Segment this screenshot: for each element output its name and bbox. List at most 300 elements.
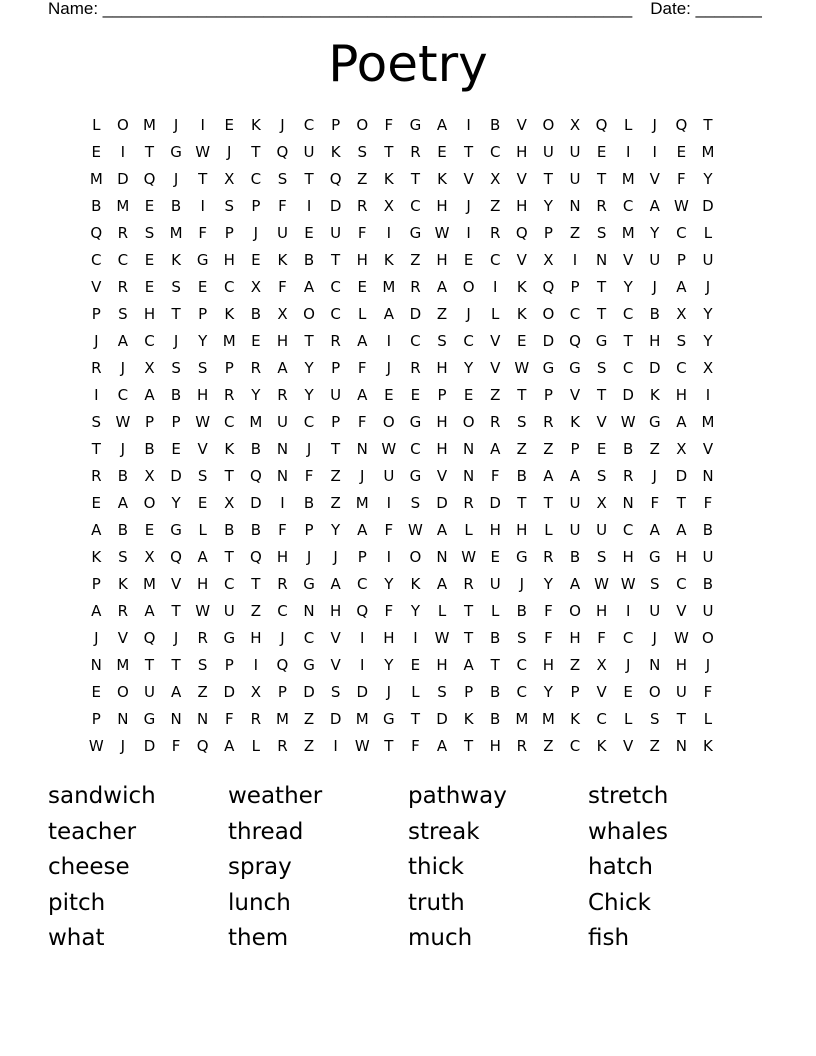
grid-letter[interactable]: C [410,332,421,350]
grid-letter[interactable]: R [117,278,129,296]
grid-letter[interactable]: A [330,575,341,593]
grid-letter[interactable]: T [596,278,607,296]
grid-letter[interactable]: V [516,116,527,134]
grid-letter[interactable]: B [91,197,102,215]
grid-letter[interactable]: P [144,413,154,431]
grid-letter[interactable]: A [436,737,448,755]
grid-letter[interactable]: P [357,548,367,566]
grid-letter[interactable]: N [197,710,209,728]
grid-letter[interactable]: C [330,305,341,323]
grid-letter[interactable]: I [120,143,126,161]
grid-letter[interactable]: D [542,332,555,350]
grid-letter[interactable]: D [223,683,236,701]
grid-letter[interactable]: D [329,197,342,215]
grid-letter[interactable]: D [356,683,369,701]
grid-letter[interactable]: K [250,116,261,134]
grid-letter[interactable]: X [702,359,714,377]
grid-letter[interactable]: W [594,575,609,593]
grid-letter[interactable]: M [701,143,715,161]
grid-letter[interactable]: T [543,494,553,512]
grid-letter[interactable]: E [437,143,447,161]
grid-letter[interactable]: S [596,548,607,566]
grid-letter[interactable]: P [437,386,447,404]
grid-letter[interactable]: E [224,116,234,134]
grid-letter[interactable]: B [623,440,634,458]
grid-letter[interactable]: P [251,197,261,215]
grid-letter[interactable]: V [463,170,474,188]
grid-letter[interactable]: I [652,143,657,161]
grid-letter[interactable]: A [357,332,368,350]
grid-letter[interactable]: T [304,170,314,188]
grid-letter[interactable]: A [277,359,288,377]
grid-letter[interactable]: U [675,683,687,701]
grid-letter[interactable]: H [276,548,289,566]
grid-letter[interactable]: V [623,251,634,269]
grid-letter[interactable]: J [280,116,285,134]
grid-letter[interactable]: J [227,143,232,161]
grid-letter[interactable]: J [386,683,392,701]
grid-letter[interactable]: Q [196,737,209,755]
grid-letter[interactable]: Y [703,305,713,323]
grid-letter[interactable]: F [278,197,287,215]
grid-letter[interactable]: B [649,305,660,323]
grid-letter[interactable]: R [516,737,528,755]
grid-letter[interactable]: X [569,116,581,134]
grid-letter[interactable]: B [224,521,235,539]
grid-letter[interactable]: M [116,656,130,674]
grid-letter[interactable]: T [304,332,314,350]
grid-letter[interactable]: E [463,386,474,404]
grid-letter[interactable]: C [516,683,528,701]
grid-letter[interactable]: S [410,494,421,512]
grid-letter[interactable]: E [357,278,367,296]
grid-letter[interactable]: L [411,683,420,701]
grid-letter[interactable]: V [436,467,448,485]
grid-letter[interactable]: B [144,440,155,458]
grid-letter[interactable]: L [92,116,101,134]
grid-letter[interactable]: Q [569,332,581,350]
grid-letter[interactable]: J [705,656,711,674]
grid-letter[interactable]: O [648,683,661,701]
grid-letter[interactable]: S [91,413,102,431]
grid-letter[interactable]: X [277,305,288,323]
grid-letter[interactable]: J [94,332,99,350]
grid-letter[interactable]: H [622,548,634,566]
grid-letter[interactable]: Z [250,602,261,620]
grid-letter[interactable]: F [304,467,314,485]
grid-letter[interactable]: M [222,332,236,350]
grid-letter[interactable]: C [676,224,687,242]
grid-letter[interactable]: G [515,548,528,566]
grid-letter[interactable]: Y [650,224,660,242]
grid-letter[interactable]: S [357,143,367,161]
grid-letter[interactable]: U [143,683,155,701]
grid-letter[interactable]: S [171,359,181,377]
grid-letter[interactable]: F [278,278,287,296]
grid-letter[interactable]: F [384,116,394,134]
grid-letter[interactable]: H [489,737,501,755]
grid-letter[interactable]: S [197,656,208,674]
grid-letter[interactable]: H [595,602,608,620]
grid-letter[interactable]: K [516,305,527,323]
grid-letter[interactable]: C [569,737,581,755]
grid-letter[interactable]: M [116,197,130,215]
grid-letter[interactable]: J [120,359,126,377]
grid-letter[interactable]: Q [595,116,608,134]
grid-letter[interactable]: S [118,305,128,323]
grid-letter[interactable]: Y [703,170,713,188]
grid-letter[interactable]: R [197,629,208,647]
grid-letter[interactable]: E [251,332,261,350]
grid-letter[interactable]: J [386,359,392,377]
grid-letter[interactable]: D [303,683,315,701]
grid-letter[interactable]: P [543,386,553,404]
grid-letter[interactable]: O [116,683,129,701]
grid-letter[interactable]: H [197,386,209,404]
grid-letter[interactable]: F [597,629,606,647]
grid-letter[interactable]: A [144,602,155,620]
grid-letter[interactable]: M [701,413,715,431]
grid-letter[interactable]: Z [357,170,368,188]
grid-letter[interactable]: Z [543,440,554,458]
grid-letter[interactable]: A [569,467,581,485]
grid-letter[interactable]: P [331,413,341,431]
grid-letter[interactable]: B [117,521,129,539]
grid-letter[interactable]: U [276,413,288,431]
grid-letter[interactable]: B [303,494,315,512]
grid-letter[interactable]: B [490,683,501,701]
grid-letter[interactable]: J [173,629,179,647]
grid-letter[interactable]: O [569,602,581,620]
grid-letter[interactable]: U [702,548,714,566]
grid-letter[interactable]: I [625,602,631,620]
grid-letter[interactable]: E [410,656,421,674]
grid-letter[interactable]: P [171,413,181,431]
grid-letter[interactable]: N [276,467,289,485]
grid-letter[interactable]: M [355,710,369,728]
grid-letter[interactable]: H [436,440,448,458]
grid-letter[interactable]: P [570,278,580,296]
grid-letter[interactable]: X [224,170,235,188]
grid-letter[interactable]: V [676,602,687,620]
grid-letter[interactable]: N [303,602,315,620]
grid-letter[interactable]: O [462,413,475,431]
grid-letter[interactable]: K [277,251,288,269]
grid-letter[interactable]: T [676,494,686,512]
grid-letter[interactable]: T [198,170,208,188]
grid-letter[interactable]: E [171,440,181,458]
grid-letter[interactable]: O [542,305,555,323]
grid-letter[interactable]: C [356,575,368,593]
grid-letter[interactable]: R [489,413,501,431]
grid-letter[interactable]: K [224,440,235,458]
grid-letter[interactable]: U [596,521,608,539]
grid-letter[interactable]: E [596,440,607,458]
grid-letter[interactable]: G [542,359,555,377]
grid-letter[interactable]: R [357,197,368,215]
grid-letter[interactable]: H [250,629,262,647]
grid-letter[interactable]: N [276,440,289,458]
grid-letter[interactable]: V [197,440,208,458]
grid-letter[interactable]: S [118,548,128,566]
grid-letter[interactable]: F [357,359,367,377]
grid-letter[interactable]: O [303,305,315,323]
grid-letter[interactable]: E [463,251,474,269]
grid-letter[interactable]: J [652,278,657,296]
grid-letter[interactable]: U [489,575,501,593]
grid-letter[interactable]: G [303,575,315,593]
grid-letter[interactable]: H [675,548,687,566]
grid-letter[interactable]: O [116,116,129,134]
grid-letter[interactable]: J [466,197,471,215]
grid-letter[interactable]: Y [623,278,633,296]
grid-letter[interactable]: X [596,494,607,512]
grid-letter[interactable]: W [673,197,689,215]
grid-letter[interactable]: R [463,575,474,593]
grid-letter[interactable]: U [383,467,395,485]
grid-letter[interactable]: C [303,413,315,431]
grid-letter[interactable]: U [702,251,714,269]
grid-letter[interactable]: E [197,494,208,512]
grid-letter[interactable]: T [144,143,155,161]
grid-letter[interactable]: S [197,359,208,377]
grid-letter[interactable]: G [409,224,422,242]
grid-letter[interactable]: B [490,116,501,134]
grid-letter[interactable]: Y [543,197,553,215]
grid-letter[interactable]: T [171,305,181,323]
grid-letter[interactable]: I [200,116,205,134]
grid-letter[interactable]: C [91,251,102,269]
grid-letter[interactable]: P [224,656,234,674]
grid-letter[interactable]: Z [303,737,315,755]
grid-letter[interactable]: V [623,737,634,755]
grid-letter[interactable]: H [516,197,528,215]
name-field-label[interactable]: Name: ________________________________________________________ [48,0,633,18]
grid-letter[interactable]: T [91,440,101,458]
grid-letter[interactable]: M [515,710,529,728]
grid-letter[interactable]: X [144,359,155,377]
grid-letter[interactable]: L [491,602,500,620]
grid-letter[interactable]: L [437,602,447,620]
grid-letter[interactable]: L [544,521,553,539]
grid-letter[interactable]: X [144,548,155,566]
grid-letter[interactable]: K [596,737,607,755]
grid-letter[interactable]: E [251,251,261,269]
grid-letter[interactable]: R [543,548,554,566]
grid-letter[interactable]: Q [90,224,103,242]
grid-letter[interactable]: D [143,737,156,755]
grid-letter[interactable]: H [356,251,368,269]
grid-letter[interactable]: C [303,629,315,647]
grid-letter[interactable]: G [409,116,422,134]
grid-letter[interactable]: C [224,278,235,296]
grid-letter[interactable]: R [117,224,129,242]
grid-letter[interactable]: Q [143,629,156,647]
grid-letter[interactable]: W [195,602,211,620]
grid-letter[interactable]: I [705,386,711,404]
grid-letter[interactable]: H [436,656,448,674]
grid-letter[interactable]: C [277,602,288,620]
grid-letter[interactable]: B [170,386,182,404]
grid-letter[interactable]: G [648,548,661,566]
grid-letter[interactable]: U [330,224,342,242]
grid-letter[interactable]: W [195,143,211,161]
grid-letter[interactable]: A [303,278,315,296]
grid-letter[interactable]: C [303,116,315,134]
grid-letter[interactable]: Y [703,332,713,350]
grid-letter[interactable]: F [703,683,713,701]
grid-letter[interactable]: W [115,413,131,431]
grid-letter[interactable]: R [224,386,235,404]
grid-letter[interactable]: V [330,656,341,674]
grid-letter[interactable]: A [649,197,660,215]
grid-letter[interactable]: Q [170,548,182,566]
grid-letter[interactable]: N [675,737,687,755]
grid-letter[interactable]: K [224,305,235,323]
grid-letter[interactable]: S [197,467,208,485]
grid-letter[interactable]: Z [569,224,581,242]
grid-letter[interactable]: A [170,683,182,701]
grid-letter[interactable]: M [621,224,635,242]
grid-letter[interactable]: C [489,251,501,269]
grid-letter[interactable]: Q [249,548,262,566]
grid-letter[interactable]: N [595,251,608,269]
grid-letter[interactable]: C [463,332,474,350]
grid-letter[interactable]: Z [410,251,421,269]
grid-letter[interactable]: A [463,656,474,674]
grid-letter[interactable]: S [437,683,447,701]
grid-letter[interactable]: N [462,467,475,485]
grid-letter[interactable]: I [386,494,392,512]
grid-letter[interactable]: I [572,251,578,269]
grid-letter[interactable]: H [516,521,528,539]
grid-letter[interactable]: C [569,305,581,323]
grid-letter[interactable]: R [277,386,288,404]
grid-letter[interactable]: K [410,575,421,593]
grid-letter[interactable]: H [276,332,289,350]
grid-letter[interactable]: L [623,116,633,134]
grid-letter[interactable]: P [224,224,234,242]
grid-letter[interactable]: C [622,629,634,647]
grid-letter[interactable]: N [702,467,714,485]
grid-letter[interactable]: J [94,629,99,647]
grid-letter[interactable]: I [625,143,631,161]
grid-letter[interactable]: R [410,143,421,161]
grid-letter[interactable]: E [410,386,421,404]
grid-letter[interactable]: T [224,548,234,566]
grid-letter[interactable]: Q [675,116,688,134]
grid-letter[interactable]: K [117,575,128,593]
grid-letter[interactable]: E [197,278,208,296]
grid-letter[interactable]: C [224,413,235,431]
grid-letter[interactable]: F [224,710,234,728]
grid-letter[interactable]: A [117,494,129,512]
grid-letter[interactable]: T [384,737,394,755]
grid-letter[interactable]: A [383,305,394,323]
grid-letter[interactable]: P [304,521,314,539]
grid-letter[interactable]: C [410,440,421,458]
grid-letter[interactable]: M [143,116,156,134]
grid-letter[interactable]: N [170,710,182,728]
grid-letter[interactable]: D [409,305,422,323]
grid-letter[interactable]: S [144,224,155,242]
grid-letter[interactable]: D [489,494,501,512]
grid-letter[interactable]: F [677,170,686,188]
grid-letter[interactable]: T [464,629,474,647]
grid-letter[interactable]: T [144,656,155,674]
grid-letter[interactable]: W [620,413,636,431]
grid-letter[interactable]: K [383,251,394,269]
grid-letter[interactable]: X [596,656,607,674]
grid-letter[interactable]: B [569,548,581,566]
grid-letter[interactable]: T [517,494,527,512]
grid-letter[interactable]: V [596,413,607,431]
grid-letter[interactable]: G [409,467,422,485]
grid-letter[interactable]: P [91,710,101,728]
grid-letter[interactable]: D [436,494,448,512]
grid-letter[interactable]: Y [543,683,553,701]
grid-letter[interactable]: A [224,737,235,755]
grid-letter[interactable]: F [384,521,394,539]
grid-letter[interactable]: A [436,521,448,539]
grid-letter[interactable]: W [381,440,397,458]
grid-letter[interactable]: W [434,224,450,242]
grid-letter[interactable]: V [490,359,501,377]
grid-letter[interactable]: H [197,575,209,593]
grid-letter[interactable]: I [333,737,338,755]
grid-letter[interactable]: S [650,575,660,593]
grid-letter[interactable]: M [275,710,289,728]
grid-letter[interactable]: F [490,467,500,485]
grid-letter[interactable]: H [516,143,528,161]
grid-letter[interactable]: E [304,224,314,242]
grid-letter[interactable]: I [94,386,99,404]
grid-letter[interactable]: S [224,197,235,215]
grid-letter[interactable]: J [280,629,285,647]
grid-letter[interactable]: Y [384,656,394,674]
grid-letter[interactable]: L [198,521,207,539]
grid-letter[interactable]: G [409,413,422,431]
grid-letter[interactable]: M [382,278,396,296]
grid-letter[interactable]: J [306,440,312,458]
grid-letter[interactable]: T [331,251,341,269]
grid-letter[interactable]: G [648,413,661,431]
grid-letter[interactable]: Q [329,170,342,188]
grid-letter[interactable]: I [386,332,392,350]
grid-letter[interactable]: K [570,710,580,728]
grid-letter[interactable]: H [489,521,501,539]
grid-letter[interactable]: I [200,197,205,215]
grid-letter[interactable]: Q [356,602,369,620]
grid-letter[interactable]: U [330,386,342,404]
grid-letter[interactable]: M [541,710,555,728]
grid-letter[interactable]: L [703,224,713,242]
grid-letter[interactable]: K [171,251,181,269]
grid-letter[interactable]: G [170,521,182,539]
grid-letter[interactable]: W [434,629,450,647]
grid-letter[interactable]: J [360,467,365,485]
grid-letter[interactable]: O [702,629,714,647]
grid-letter[interactable]: H [330,602,342,620]
grid-letter[interactable]: Q [249,467,262,485]
grid-letter[interactable]: Y [304,386,314,404]
grid-letter[interactable]: T [596,386,607,404]
grid-letter[interactable]: U [276,224,288,242]
grid-letter[interactable]: T [171,656,181,674]
grid-letter[interactable]: F [278,521,287,539]
grid-letter[interactable]: S [596,224,607,242]
grid-letter[interactable]: T [464,143,474,161]
